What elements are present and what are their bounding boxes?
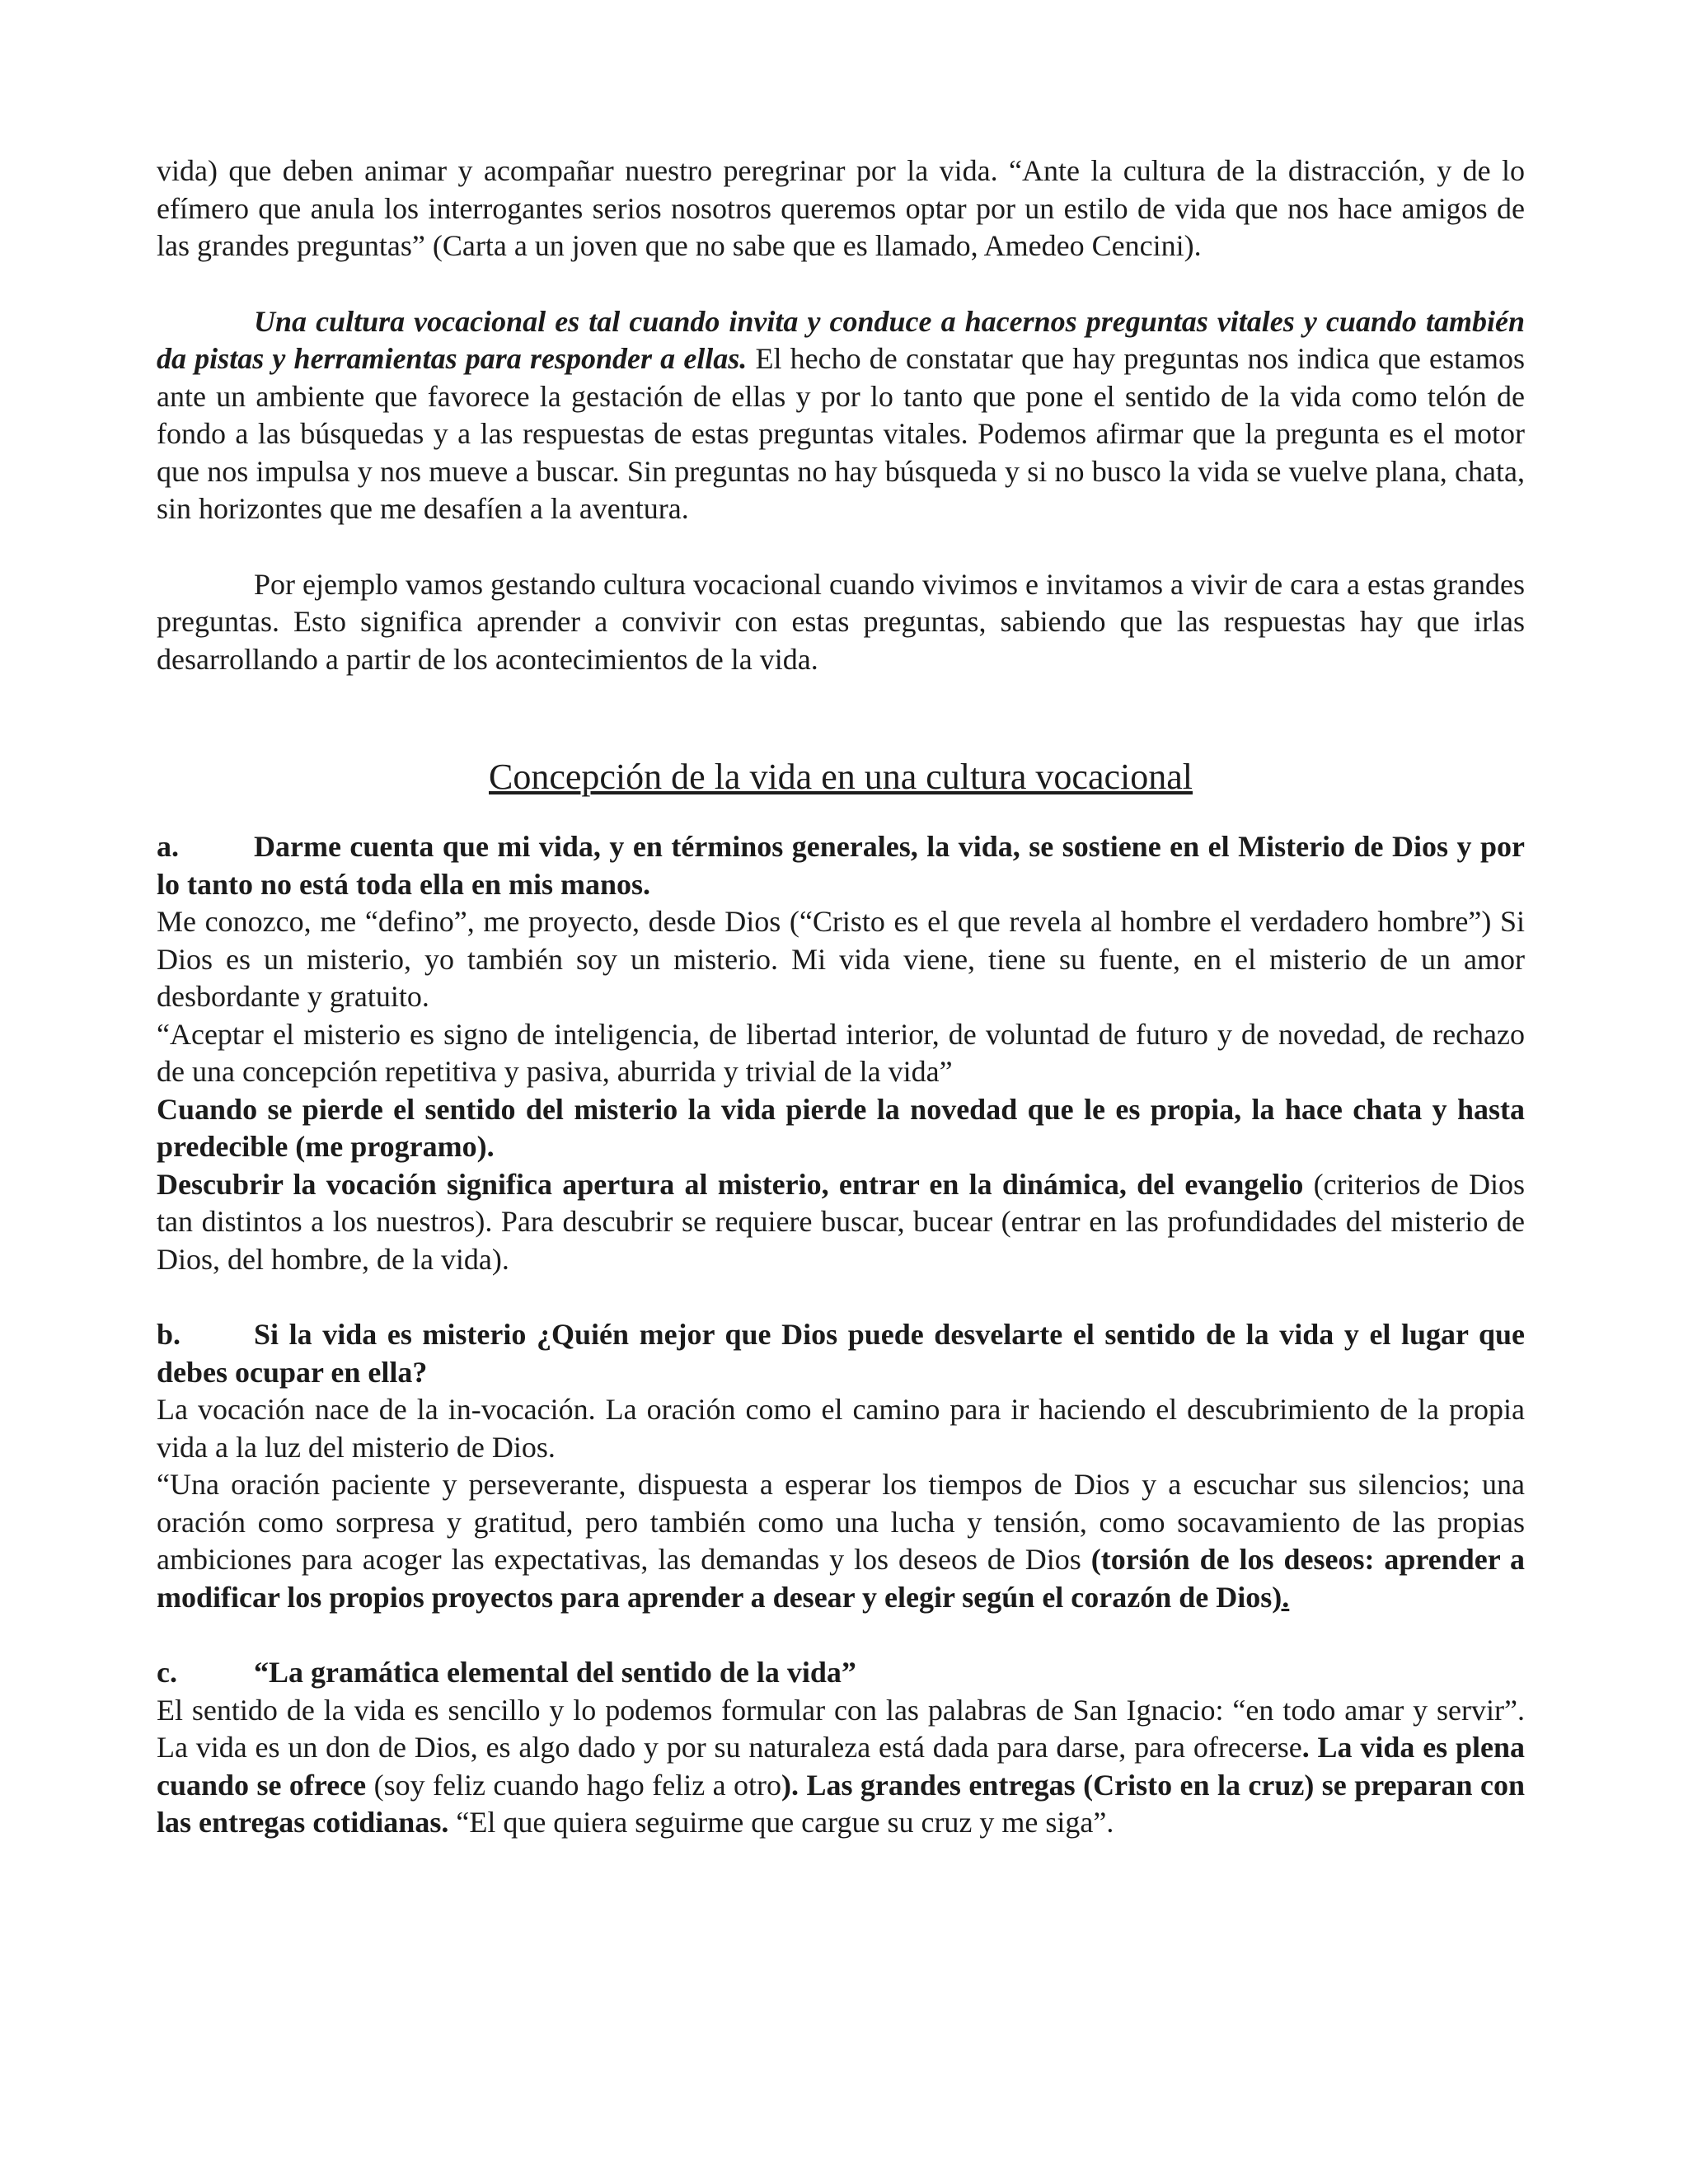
section-c-text-1: (soy feliz cuando hago feliz a otro [366, 1768, 782, 1802]
intro-paragraph-1: vida) que deben animar y acompañar nuestro peregrinar por la vida. “Ante la cultura de la distracción, y de lo efímero que anula los interrogantes serios nosotros queremos optar por un estilo de vida que nos hace amigos de las grandes preguntas” (Carta a un joven que no sabe que es llamado, Amedeo Cencini). [157, 154, 1525, 262]
section-a-paragraph-4-bold: Descubrir la vocación significa apertura al misterio, entrar en la dinámica, del evangelio [157, 1167, 1304, 1201]
intro-paragraph-2 [157, 303, 1525, 528]
section-a-title-text: Darme cuenta que mi vida, y en términos generales, la vida, se sostiene en el Misterio de Dios y por lo tanto no está toda ella en mis manos. [157, 830, 1525, 901]
section-c-title [157, 1654, 1525, 1692]
intro-paragraph-2-text: El hecho de constatar que hay preguntas nos indica que estamos ante un ambiente que favorece la gestación de ellas y por lo tanto que pone el sentido de la vida como telón de fondo a las búsquedas y a las respuestas de estas preguntas vitales. Podemos afirmar que la pregunta es el motor que nos impulsa y nos mueve a buscar. Sin preguntas no hay búsqueda y si no busco la vida se vuelve plana, chata, sin horizontes que me desafíen a la aventura. [157, 342, 1525, 525]
section-b-paragraph-2-bold: (torsión de los deseos: aprender a modificar los propios proyectos para aprender a desear y elegir según el corazón de Dios [157, 1543, 1525, 1614]
section-a-marker: a. [157, 830, 179, 863]
section-c-bold-1: La vida es plena cuando se ofrece [157, 1731, 1526, 1802]
section-c-text-2: “El que quiera seguirme que cargue su cruz y me siga”. [448, 1806, 1114, 1839]
section-c-paragraph-1 [157, 1692, 1525, 1842]
section-b-paragraph-1: La vocación nace de la in-vocación. La oración como el camino para ir haciendo el descubrimiento de la propia vida a la luz del misterio de Dios. [157, 1393, 1525, 1464]
section-a-paragraph-2: “Aceptar el misterio es signo de inteligencia, de libertad interior, de voluntad de futuro y de novedad, de rechazo de una concepción repetitiva y pasiva, aburrida y trivial de la vida” [157, 1017, 1525, 1088]
section-b-title [157, 1316, 1525, 1391]
document-page [157, 152, 1525, 1842]
section-a-paragraph-1: Me conozco, me “defino”, me proyecto, desde Dios (“Cristo es el que revela al hombre el verdadero hombre”) Si Dios es un misterio, yo también soy un misterio. Mi vida viene, tiene su fuente, en el misterio de un amor desbordante y gratuito. [157, 905, 1525, 1013]
section-b-title-text: Si la vida es misterio ¿Quién mejor que Dios puede desvelarte el sentido de la vida y el lugar que debes ocupar en ella? [157, 1318, 1525, 1389]
intro-paragraph-2-emphasis: Una cultura vocacional es tal cuando invita y conduce a hacernos preguntas vitales y cuando también da pistas y herramientas para responder a ellas. [157, 304, 1525, 375]
section-b-paragraph-2-text: “Una oración paciente y perseverante, dispuesta a esperar los tiempos de Dios y a escuchar sus silencios; una oración como sorpresa y gratitud, pero también como una lucha y tensión, como socavamiento de las propias ambiciones para acoger las expectativas, las demandas y los deseos de Dios [157, 1468, 1525, 1576]
section-a-paragraph-3: Cuando se pierde el sentido del misterio la vida pierde la novedad que le es propia, la hace chata y hasta predecible (me programo). [157, 1092, 1525, 1163]
section-b-marker: b. [157, 1318, 181, 1351]
section-a-paragraph-4 [157, 1166, 1525, 1279]
section-c-bold-2: ). Las grandes entregas (Cristo en la cruz) se preparan con las entregas cotidianas. [157, 1768, 1525, 1839]
intro-paragraph-3: Por ejemplo vamos gestando cultura vocacional cuando vivimos e invitamos a vivir de cara a estas grandes preguntas. Esto significa aprender a convivir con estas preguntas, sabiendo que las respuestas hay que irlas desarrollando a partir de los acontecimientos de la vida. [157, 567, 1525, 676]
section-a-paragraph-4-text: (criterios de Dios tan distintos a los nuestros). Para descubrir se requiere buscar, bucear (entrar en las profundidades del misterio de Dios, del hombre, de la vida). [157, 1167, 1525, 1276]
section-c-title-text: “La gramática elemental del sentido de la vida” [254, 1656, 856, 1689]
section-b-paragraph-2-end: ). [1272, 1580, 1290, 1614]
section-b-paragraph-2 [157, 1466, 1525, 1616]
section-c-marker: c. [157, 1656, 177, 1689]
section-c-paragraph-1-dot: . [1301, 1731, 1310, 1764]
section-heading: Concepción de la vida en una cultura vocacional [489, 757, 1193, 797]
section-c-paragraph-1-text: El sentido de la vida es sencillo y lo podemos formular con las palabras de San Ignacio: “en todo amar y servir”. La vida es un don de Dios, es algo dado y por su naturaleza está dada para darse, para ofrecerse [157, 1693, 1525, 1764]
section-a-title [157, 828, 1525, 903]
